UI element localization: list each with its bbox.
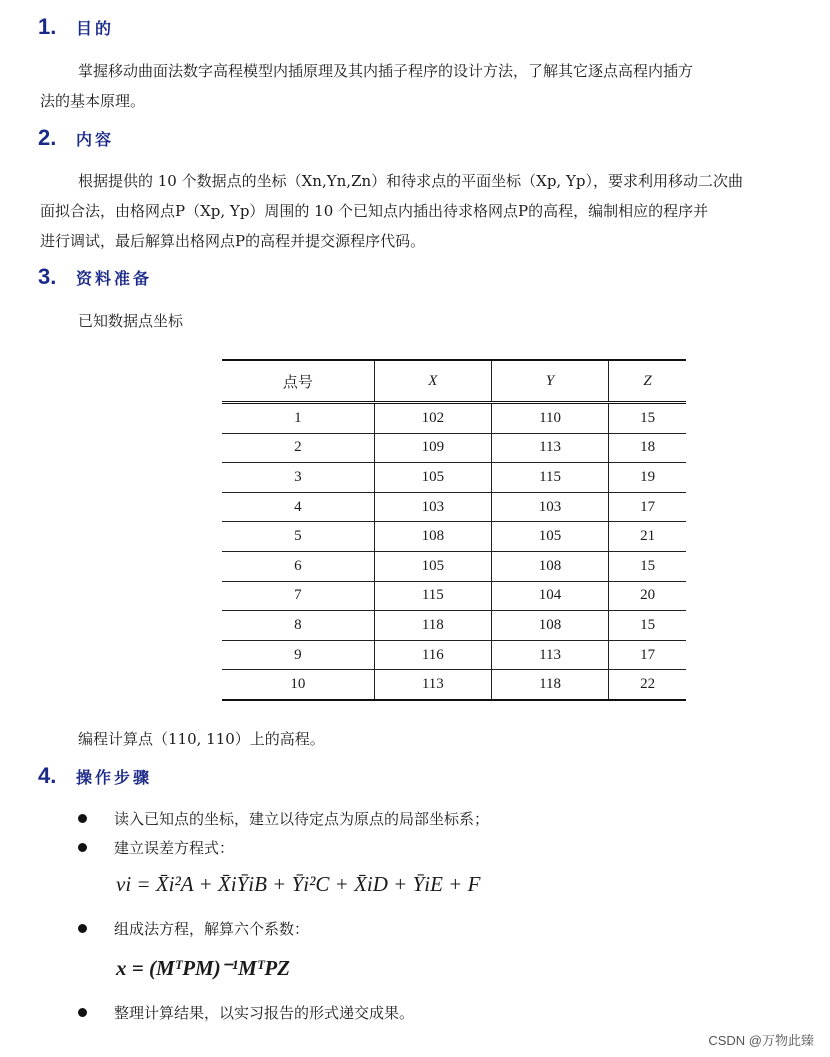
section-title: 内容 bbox=[76, 130, 115, 149]
cell-z: 21 bbox=[609, 522, 686, 552]
bullet-icon bbox=[78, 814, 87, 823]
cell-point-id: 10 bbox=[290, 676, 306, 693]
cell-z: 17 bbox=[609, 492, 686, 522]
normal-equation-formula: x = (MᵀPM)⁻¹MᵀPZ bbox=[116, 956, 291, 980]
cell-y: 108 bbox=[491, 611, 608, 641]
watermark: CSDN @万物此臻 bbox=[708, 1033, 814, 1048]
section-number: 4. bbox=[38, 763, 57, 788]
section-number: 3. bbox=[38, 264, 57, 289]
cell-y: 113 bbox=[491, 433, 608, 463]
section-number: 2. bbox=[38, 125, 57, 150]
cell-x: 102 bbox=[374, 403, 491, 434]
cell-y: 108 bbox=[491, 551, 608, 581]
header-x: X bbox=[374, 360, 491, 403]
cell-z: 15 bbox=[609, 403, 686, 434]
table-row bbox=[222, 611, 686, 641]
step-text: 建立误差方程式： bbox=[114, 839, 235, 857]
cell-z: 15 bbox=[609, 551, 686, 581]
compute-note: 编程计算点（110, 110）上的高程。 bbox=[78, 730, 325, 748]
section-title: 操作步骤 bbox=[76, 768, 153, 787]
cell-z: 19 bbox=[609, 463, 686, 493]
header-z: Z bbox=[609, 360, 686, 403]
table-row bbox=[222, 492, 686, 522]
bullet-icon bbox=[78, 1008, 87, 1017]
cell-point-id: 5 bbox=[294, 528, 302, 545]
error-equation-formula: vi = X̄i²A + X̄iȲiB + Ȳi²C + X̄iD + ȲiE + F bbox=[116, 872, 481, 896]
cell-point-id: 2 bbox=[294, 439, 302, 456]
purpose-paragraph bbox=[40, 56, 830, 116]
cell-z: 20 bbox=[609, 581, 686, 611]
cell-x: 108 bbox=[374, 522, 491, 552]
cell-y: 115 bbox=[491, 463, 608, 493]
step-item bbox=[78, 808, 489, 829]
step-text: 组成法方程，解算六个系数： bbox=[114, 920, 310, 938]
step-item bbox=[78, 837, 234, 858]
table-header-row bbox=[222, 360, 686, 403]
table-row bbox=[222, 403, 686, 434]
header-point-id: 点号 bbox=[222, 360, 374, 403]
cell-y: 105 bbox=[491, 522, 608, 552]
table-row bbox=[222, 581, 686, 611]
content-line-1: 根据提供的 10 个数据点的坐标（Xn,Yn,Zn）和待求点的平面坐标（Xp, Yp），要求利用移动二次曲 bbox=[78, 172, 743, 190]
cell-x: 118 bbox=[374, 611, 491, 641]
cell-x: 103 bbox=[374, 492, 491, 522]
bullet-icon bbox=[78, 924, 87, 933]
section-title: 资料准备 bbox=[76, 269, 153, 288]
table-row bbox=[222, 551, 686, 581]
bullet-icon bbox=[78, 843, 87, 852]
section-number: 1. bbox=[38, 14, 57, 39]
cell-x: 116 bbox=[374, 640, 491, 670]
cell-point-id: 7 bbox=[294, 587, 302, 604]
cell-z: 18 bbox=[609, 433, 686, 463]
step-text: 读入已知点的坐标，建立以待定点为原点的局部坐标系； bbox=[114, 810, 490, 828]
purpose-line-1: 掌握移动曲面法数字高程模型内插原理及其内插子程序的设计方法，了解其它逐点高程内插方 bbox=[78, 62, 694, 80]
step-item bbox=[78, 918, 309, 939]
table-row bbox=[222, 640, 686, 670]
table-row bbox=[222, 433, 686, 463]
cell-point-id: 1 bbox=[294, 409, 302, 426]
content-line-3: 进行调试，最后解算出格网点P的高程并提交源程序代码。 bbox=[40, 232, 426, 250]
section-title: 目的 bbox=[76, 19, 115, 38]
cell-x: 109 bbox=[374, 433, 491, 463]
cell-point-id: 8 bbox=[294, 616, 302, 633]
known-points-table bbox=[222, 359, 686, 701]
header-y: Y bbox=[491, 360, 608, 403]
step-text: 整理计算结果，以实习报告的形式递交成果。 bbox=[114, 1004, 415, 1022]
section-heading-data-prep bbox=[38, 264, 152, 290]
section-heading-steps bbox=[38, 763, 152, 789]
cell-x: 115 bbox=[374, 581, 491, 611]
cell-z: 22 bbox=[609, 670, 686, 700]
table-row bbox=[222, 670, 686, 700]
cell-x: 105 bbox=[374, 463, 491, 493]
cell-y: 103 bbox=[491, 492, 608, 522]
cell-x: 113 bbox=[374, 670, 491, 700]
table-caption: 已知数据点坐标 bbox=[78, 312, 184, 330]
cell-point-id: 3 bbox=[294, 468, 302, 485]
step-item bbox=[78, 1002, 414, 1023]
cell-y: 118 bbox=[491, 670, 608, 700]
cell-y: 104 bbox=[491, 581, 608, 611]
cell-x: 105 bbox=[374, 551, 491, 581]
cell-y: 113 bbox=[491, 640, 608, 670]
cell-point-id: 4 bbox=[294, 498, 302, 515]
content-paragraph bbox=[40, 166, 830, 256]
table-row bbox=[222, 522, 686, 552]
section-heading-content bbox=[38, 125, 114, 151]
cell-z: 15 bbox=[609, 611, 686, 641]
cell-z: 17 bbox=[609, 640, 686, 670]
table-row bbox=[222, 463, 686, 493]
content-line-2: 面拟合法，由格网点P（Xp, Yp）周围的 10 个已知点内插出待求格网点P的高程，编制相应的程序并 bbox=[40, 202, 709, 220]
cell-y: 110 bbox=[491, 403, 608, 434]
cell-point-id: 6 bbox=[294, 557, 302, 574]
purpose-line-2: 法的基本原理。 bbox=[40, 92, 146, 110]
section-heading-purpose bbox=[38, 14, 114, 40]
cell-point-id: 9 bbox=[294, 646, 302, 663]
